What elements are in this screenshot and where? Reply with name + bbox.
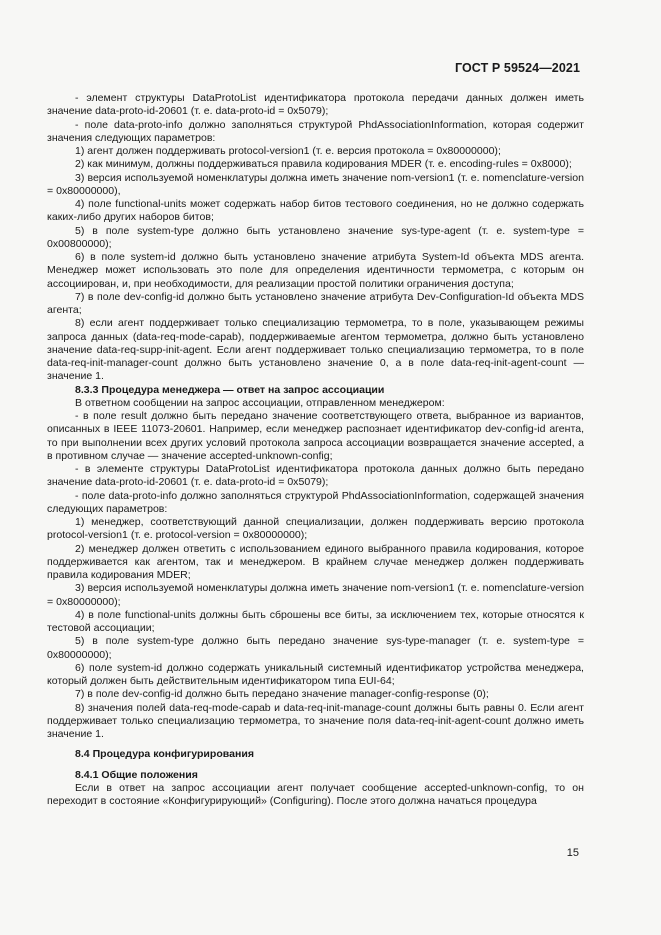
- paragraph: 3) версия используемой номенклатуры должна иметь значение nom-version1 (т. е. nomenclature-version = 0x80000000);: [47, 582, 584, 608]
- paragraph: 1) агент должен поддерживать protocol-version1 (т. е. версия протокола = 0x80000000);: [75, 145, 501, 157]
- paragraph: - поле data-proto-info должно заполняться структурой PhdAssociationInformation, содержащей значения следующих параметров:: [47, 489, 584, 515]
- paragraph: 4) поле functional-units может содержать набор битов тестового соединения, но не должно содержать каких-либо других наборов битов;: [47, 198, 584, 224]
- paragraph: 5) в поле system-type должно быть передано значение sys-type-manager (т. е. system-type = 0x80000000);: [47, 635, 584, 661]
- paragraph: 4) в поле functional-units должны быть сброшены все биты, за исключением тех, которые относятся к тестовой ассоциации;: [47, 608, 584, 634]
- standard-number: ГОСТ Р 59524—2021: [454, 61, 580, 75]
- paragraph: 6) в поле system-id должно быть установлено значение атрибута System-Id объекта MDS агента. Менеджер может использовать это поле для определения идентичности термометра, с которым он ассоциирован, и, при необходимости, для реализации простой политики ограничения доступа;: [47, 251, 584, 290]
- paragraph: - поле data-proto-info должно заполняться структурой PhdAssociationInformation, которая содержит значения следующих параметров:: [47, 118, 584, 144]
- paragraph: 7) в поле dev-config-id должно быть передано значение manager-config-response (0);: [75, 688, 489, 701]
- paragraph: В ответном сообщении на запрос ассоциации, отправленном менеджером:: [75, 396, 445, 409]
- paragraph: 3) версия используемой номенклатуры должна иметь значение nom-version1 (т. е. nomenclature-version = 0x80000000),: [47, 171, 584, 197]
- paragraph: 5) в поле system-type должно быть установлено значение sys-type-agent (т. е. system-type = 0x00800000);: [47, 224, 584, 250]
- paragraph: - в поле result должно быть передано значение соответствующего ответа, выбранное из вариантов, описанных в IEEE 11073-20601. Например, если менеджер распознает идентификатор dev-config-id агента, то при выполнении всех других условий протокола запроса ассоциации возвращается значение accepted, а в противном случае — значение accepted-unknown-config;: [47, 410, 584, 462]
- paragraph: 7) в поле dev-config-id должно быть установлено значение атрибута Dev-Configuration-Id объекта MDS агента;: [47, 290, 584, 316]
- section-heading: 8.4.1 Общие положения: [75, 768, 198, 781]
- section-heading: 8.4 Процедура конфигурирования: [75, 748, 255, 761]
- section-heading: 8.3.3 Процедура менеджера — ответ на запрос ассоциации: [75, 383, 385, 396]
- paragraph: 8) значения полей data-req-mode-capab и data-req-init-manage-count должны быть равны 0. Если агент поддерживает только специализацию термометра, то значение поля data-req-init-agent-count должно иметь значение 1.: [47, 701, 584, 740]
- paragraph: 6) поле system-id должно содержать уникальный системный идентификатор устройства менеджера, который должен быть действительным идентификатором типа EUI-64;: [47, 661, 584, 687]
- paragraph: Если в ответ на запрос ассоциации агент получает сообщение accepted-unknown-config, то он переходит в состояние «Конфигурирующий» (Configuring). После этого должна начаться процедура: [47, 781, 584, 807]
- paragraph: 8) если агент поддерживает только специализацию термометра, то в поле, указывающем режимы запроса данных (data-req-mode-capab), поддерживаемые агентом термометра, должно быть установлено значение data-req-supp-init-agent. Если агент поддерживает только специализацию термометра, то в поле data-req-init-manager-count должно быть установлено значение 0, а в поле data-req-init-agent-count — значение 1.: [47, 317, 584, 383]
- document-body: [47, 92, 584, 808]
- paragraph: 1) менеджер, соответствующий данной специализации, должен поддерживать версию протокола protocol-version1 (т. е. protocol-version = 0x80000000);: [47, 516, 584, 542]
- paragraph: 2) как минимум, должны поддерживаться правила кодирования MDER (т. е. encoding-rules = 0x8000);: [75, 158, 572, 171]
- paragraph: - в элементе структуры DataProtoList идентификатора протокола данных должно быть передано значение data-proto-id-20601 (т. е. data-proto-id = 0x5079);: [47, 463, 584, 489]
- paragraph: 2) менеджер должен ответить с использованием единого выбранного правила кодирования, которое поддерживается как агентом, так и менеджером. В крайнем случае менеджер должен поддерживать правила кодирования MDER;: [47, 542, 584, 581]
- page-number: 15: [566, 847, 579, 859]
- paragraph: - элемент структуры DataProtoList идентификатора протокола передачи данных должен иметь значение data-proto-id-20601 (т. е. data-proto-id = 0x5079);: [47, 92, 584, 118]
